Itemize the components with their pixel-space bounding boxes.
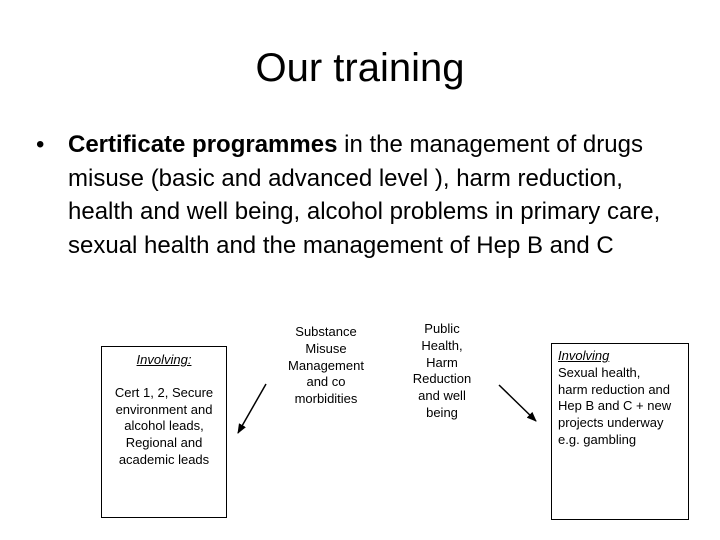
right-box-line: e.g. gambling <box>558 431 637 447</box>
left-box-spacer <box>102 369 226 385</box>
left-box-line: environment and <box>115 401 213 417</box>
bullet-icon: • <box>36 131 45 158</box>
right-box-line: Hep B and C + new <box>558 398 672 414</box>
bullet-bold-text: Certificate programmes <box>68 131 338 158</box>
center-right-line: Harm <box>426 354 458 370</box>
arrow-down-right-icon <box>499 385 536 421</box>
left-box-line: Cert 1, 2, Secure <box>114 384 214 400</box>
right-box-line: Sexual health, <box>558 364 641 380</box>
bullet-text <box>68 128 680 262</box>
involving-box-right <box>551 343 689 520</box>
center-right-line: Public <box>424 321 460 336</box>
bullet-rest-text: in the management of drugs misuse (basic and advanced level ), harm reduction, health and well being, alcohol problems in primary care, sexual health and the management of Hep B and C <box>68 131 661 259</box>
involving-box-left <box>101 346 227 518</box>
center-right-line: being <box>426 404 458 420</box>
left-box-line: academic leads <box>118 451 210 467</box>
center-right-line: and well <box>418 388 466 404</box>
left-box-heading: Involving: <box>136 352 192 367</box>
right-box-heading: Involving <box>558 348 610 363</box>
center-left-line: and co <box>306 374 346 390</box>
public-health-label <box>404 321 480 422</box>
right-box-line: harm reduction and <box>558 381 671 397</box>
center-left-line: morbidities <box>294 391 358 407</box>
left-box-line: alcohol leads, <box>124 418 204 434</box>
slide-title: Our training <box>255 46 465 90</box>
bullet-list <box>30 128 680 262</box>
bullet-item <box>30 128 680 262</box>
left-box-line: Regional and <box>125 435 203 451</box>
center-left-line: Misuse <box>305 340 347 356</box>
center-left-line: Substance <box>295 324 357 339</box>
substance-misuse-label <box>280 324 372 408</box>
right-box-line: projects underway <box>558 415 664 431</box>
center-right-line: Reduction <box>412 371 472 387</box>
arrow-down-left-icon <box>238 384 266 433</box>
center-left-line: Management <box>288 357 364 373</box>
center-right-line: Health, <box>421 337 463 353</box>
